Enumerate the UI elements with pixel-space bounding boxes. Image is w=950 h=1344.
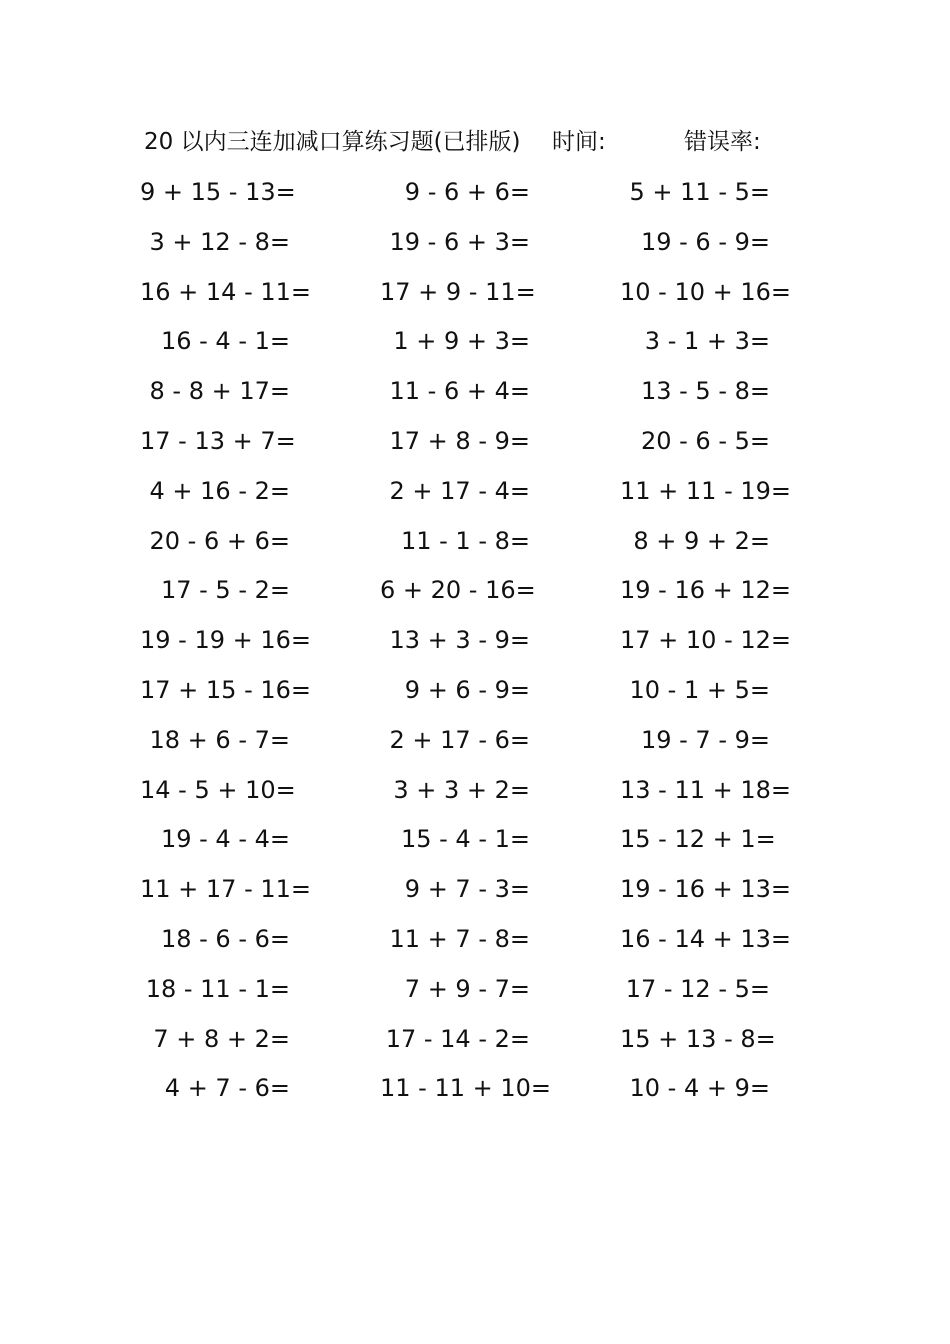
problem-cell: 11 - 1 - 8=: [400, 526, 530, 555]
problem-cell: 8 + 9 + 2=: [633, 526, 770, 555]
problem-row: [140, 869, 800, 919]
problem-cell: 18 - 11 - 1=: [145, 974, 290, 1003]
problem-cell: 2 + 17 - 6=: [389, 725, 530, 754]
problem-row: [140, 919, 800, 969]
problem-cell: 5 + 11 - 5=: [629, 178, 770, 206]
problem-cell: 7 + 8 + 2=: [153, 1024, 290, 1053]
problem-row: [140, 670, 800, 720]
problem-cell: 15 + 13 - 8=: [620, 1024, 776, 1053]
problem-row: [140, 620, 800, 670]
problem-cell: 19 - 16 + 13=: [620, 875, 792, 904]
problem-cell: 17 - 14 - 2=: [385, 1024, 530, 1053]
problem-cell: 19 - 19 + 16=: [140, 626, 312, 655]
problem-row: [140, 969, 800, 1019]
worksheet-header: [144, 124, 824, 160]
problem-row: [140, 570, 800, 620]
problem-row: [140, 720, 800, 770]
problem-cell: 10 - 10 + 16=: [620, 277, 792, 306]
problem-cell: 13 + 3 - 9=: [389, 626, 530, 655]
worksheet-title: 20 以内三连加减口算练习题(已排版): [144, 129, 521, 155]
problem-cell: 17 + 8 - 9=: [389, 426, 530, 455]
problem-cell: 10 - 4 + 9=: [629, 1074, 770, 1103]
problem-row: [140, 521, 800, 571]
problem-cell: 17 + 15 - 16=: [140, 675, 312, 704]
problem-cell: 4 + 7 - 6=: [164, 1074, 290, 1103]
problem-cell: 19 - 6 - 9=: [640, 227, 770, 256]
problem-cell: 20 - 6 + 6=: [149, 526, 290, 555]
problem-cell: 14 - 5 + 10=: [140, 775, 296, 804]
problem-cell: 1 + 9 + 3=: [393, 327, 530, 356]
problem-cell: 16 + 14 - 11=: [140, 277, 312, 306]
problem-cell: 20 - 6 - 5=: [640, 426, 770, 455]
problem-cell: 2 + 17 - 4=: [389, 476, 530, 505]
problem-row: [140, 770, 800, 820]
problem-cell: 11 - 6 + 4=: [389, 377, 530, 406]
problem-cell: 8 - 8 + 17=: [149, 377, 290, 406]
problem-cell: 7 + 9 - 7=: [404, 974, 530, 1003]
problem-cell: 9 + 6 - 9=: [404, 675, 530, 704]
problem-row: [140, 421, 800, 471]
problem-cell: 16 - 4 - 1=: [160, 327, 290, 356]
problem-cell: 19 - 7 - 9=: [640, 725, 770, 754]
problem-cell: 18 - 6 - 6=: [160, 924, 290, 953]
problem-row: [140, 272, 800, 322]
problem-row: [140, 371, 800, 421]
problem-cell: 3 + 3 + 2=: [393, 775, 530, 804]
problem-cell: 17 - 12 - 5=: [625, 974, 770, 1003]
problem-cell: 19 - 6 + 3=: [389, 227, 530, 256]
problem-row: [140, 222, 800, 272]
problem-cell: 10 - 1 + 5=: [629, 675, 770, 704]
problem-cell: 9 + 7 - 3=: [404, 875, 530, 904]
problem-cell: 6 + 20 - 16=: [380, 576, 536, 605]
problem-cell: 18 + 6 - 7=: [149, 725, 290, 754]
problem-cell: 11 + 17 - 11=: [140, 875, 312, 904]
problem-row: [140, 819, 800, 869]
problem-cell: 19 - 4 - 4=: [160, 825, 290, 854]
problem-row: [140, 1019, 800, 1069]
time-label: 时间:: [552, 129, 606, 155]
problem-cell: 4 + 16 - 2=: [149, 476, 290, 505]
problem-cell: 17 - 13 + 7=: [140, 426, 296, 455]
problem-cell: 9 - 6 + 6=: [404, 178, 530, 206]
problem-cell: 11 + 7 - 8=: [389, 924, 530, 953]
problem-cell: 15 - 4 - 1=: [400, 825, 530, 854]
problem-cell: 17 + 10 - 12=: [620, 626, 792, 655]
problem-grid: [140, 172, 800, 1118]
problem-cell: 17 - 5 - 2=: [160, 576, 290, 605]
problem-row: [140, 172, 800, 222]
problem-cell: 9 + 15 - 13=: [140, 178, 296, 206]
problem-row: [140, 321, 800, 371]
problem-cell: 13 - 5 - 8=: [640, 377, 770, 406]
problem-row: [140, 1068, 800, 1118]
problem-cell: 3 - 1 + 3=: [644, 327, 770, 356]
problem-row: [140, 471, 800, 521]
problem-cell: 11 + 11 - 19=: [620, 476, 792, 505]
error-rate-label: 错误率:: [684, 129, 761, 155]
problem-cell: 13 - 11 + 18=: [620, 775, 792, 804]
problem-cell: 19 - 16 + 12=: [620, 576, 792, 605]
problem-cell: 3 + 12 - 8=: [149, 227, 290, 256]
problem-cell: 16 - 14 + 13=: [620, 924, 792, 953]
problem-cell: 17 + 9 - 11=: [380, 277, 536, 306]
problem-cell: 11 - 11 + 10=: [380, 1074, 552, 1103]
problem-cell: 15 - 12 + 1=: [620, 825, 776, 854]
